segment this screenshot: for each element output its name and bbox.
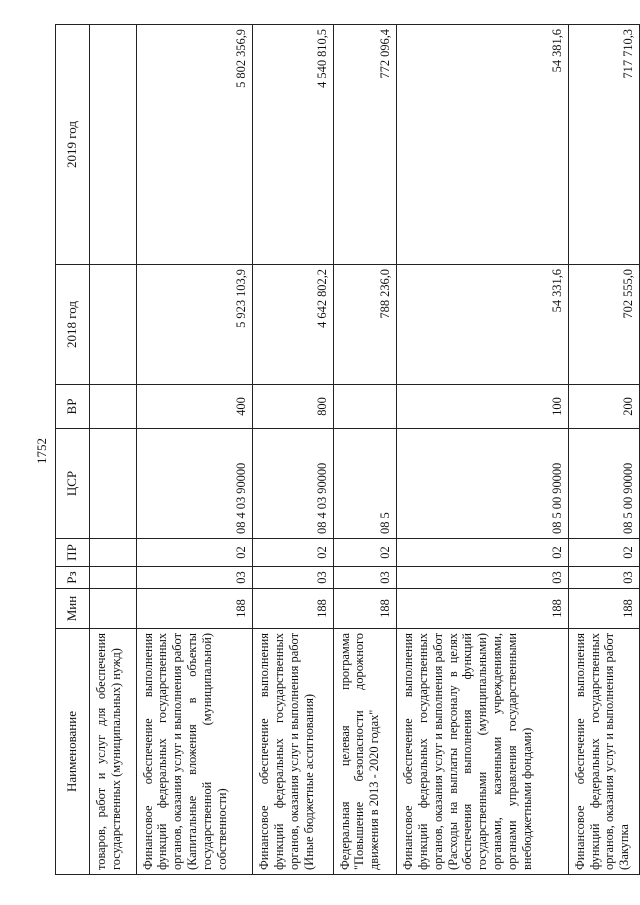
table-row [90, 25, 137, 875]
row-2018: 4 642 802,2 [253, 265, 334, 385]
table-header-row [56, 25, 90, 875]
page-number: 1752 [34, 438, 49, 464]
budget-table [55, 24, 640, 875]
table-row [397, 25, 569, 875]
row-pr: 02 [397, 539, 569, 567]
row-pr [90, 539, 137, 567]
header-vr: ВР [56, 385, 90, 429]
row-2018 [90, 265, 137, 385]
row-min: 188 [253, 589, 334, 629]
row-name: Финансовое обеспечение выполнения функций федеральных государственных органов, оказания услуг и выполнения работ (Иные бюджетные ассигнования) [253, 629, 334, 875]
row-rz: 03 [136, 567, 253, 589]
row-min: 188 [333, 589, 397, 629]
row-vr: 100 [397, 385, 569, 429]
row-2018: 5 923 103,9 [136, 265, 253, 385]
row-rz: 03 [253, 567, 334, 589]
header-rz: Рз [56, 567, 90, 589]
header-pr: ПР [56, 539, 90, 567]
row-rz [90, 567, 137, 589]
row-pr: 02 [253, 539, 334, 567]
row-2019: 5 802 356,9 [136, 25, 253, 265]
row-vr [333, 385, 397, 429]
header-2019: 2019 год [56, 25, 90, 265]
header-csr: ЦСР [56, 429, 90, 539]
row-pr: 02 [136, 539, 253, 567]
row-min [90, 589, 137, 629]
row-2018: 788 236,0 [333, 265, 397, 385]
row-min: 188 [397, 589, 569, 629]
row-csr: 08 5 00 90000 [397, 429, 569, 539]
header-2018: 2018 год [56, 265, 90, 385]
row-vr [90, 385, 137, 429]
row-name: Финансовое обеспечение выполнения функций федеральных государственных органов, оказания услуг и выполнения работ (Закупка [568, 629, 639, 875]
row-rz: 03 [568, 567, 639, 589]
header-min: Мин [56, 589, 90, 629]
row-2019 [90, 25, 137, 265]
row-csr: 08 5 00 90000 [568, 429, 639, 539]
row-min: 188 [568, 589, 639, 629]
table-row [136, 25, 253, 875]
row-pr: 02 [568, 539, 639, 567]
table-row [333, 25, 397, 875]
row-vr: 400 [136, 385, 253, 429]
row-name: Федеральная целевая программа "Повышение безопасности дорожного движения в 2013 - 2020 годах" [333, 629, 397, 875]
row-2019: 717 710,3 [568, 25, 639, 265]
row-2019: 772 096,4 [333, 25, 397, 265]
rotated-page-content [55, 25, 640, 875]
row-2018: 54 331,6 [397, 265, 569, 385]
row-2018: 702 555,0 [568, 265, 639, 385]
row-rz: 03 [333, 567, 397, 589]
table-row [253, 25, 334, 875]
row-vr: 800 [253, 385, 334, 429]
row-csr: 08 4 03 90000 [253, 429, 334, 539]
row-csr: 08 4 03 90000 [136, 429, 253, 539]
table-row [568, 25, 639, 875]
header-name: Наименование [56, 629, 90, 875]
row-name: товаров, работ и услуг для обеспечения государственных (муниципальных) нужд) [90, 629, 137, 875]
row-csr: 08 5 [333, 429, 397, 539]
row-2019: 54 381,6 [397, 25, 569, 265]
row-csr [90, 429, 137, 539]
row-vr: 200 [568, 385, 639, 429]
row-pr: 02 [333, 539, 397, 567]
row-name: Финансовое обеспечение выполнения функций федеральных государственных органов, оказания услуг и выполнения работ (Капитальные вложения в объекты государственной (муниципальной) собственности) [136, 629, 253, 875]
row-min: 188 [136, 589, 253, 629]
row-name: Финансовое обеспечение выполнения функций федеральных государственных органов, оказания услуг и выполнения работ (Расходы на выплаты персоналу в целях обеспечения выполнения функций государственными (муниципальными) органами, казенными учреждениями, органами управления государственными внебюджетными фондами) [397, 629, 569, 875]
row-rz: 03 [397, 567, 569, 589]
row-2019: 4 540 810,5 [253, 25, 334, 265]
